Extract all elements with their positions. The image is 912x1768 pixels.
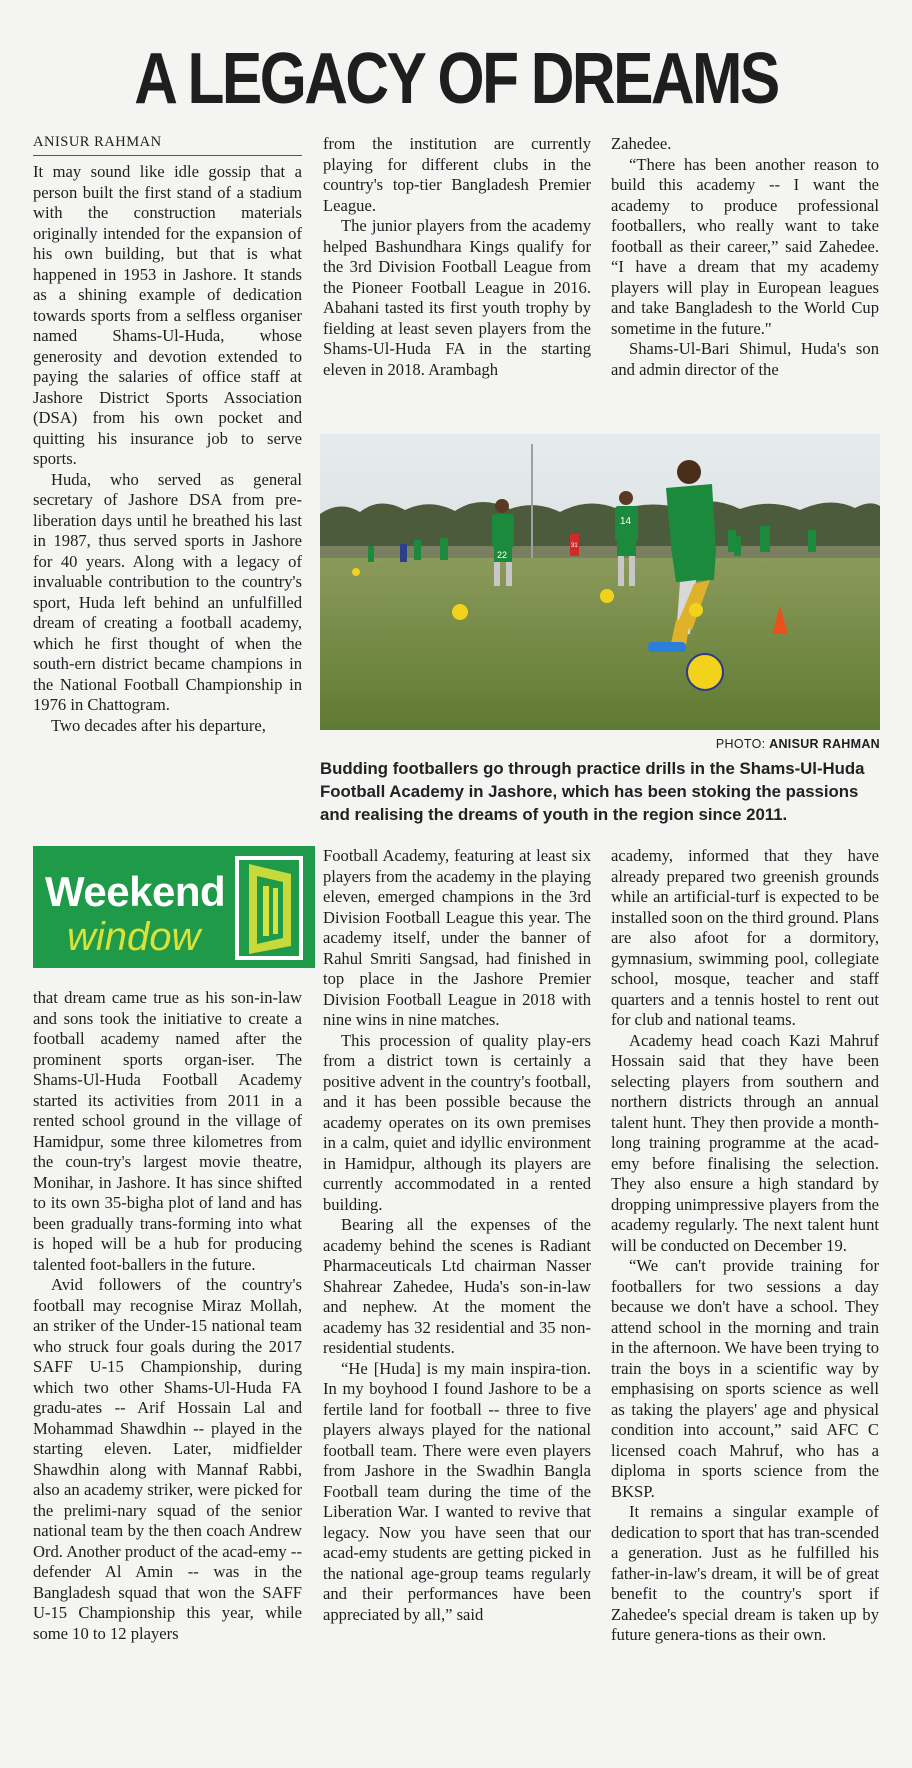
flag-pole <box>531 444 533 564</box>
column-2-top <box>323 134 591 414</box>
paragraph: Bearing all the expenses of the academy behind the scenes is Radiant Pharmaceuticals Ltd chairman Nasser Shahrear Zahedee, Huda's son-in-law and nephew. At the moment the academy has 32 residential and 35 non-residential students. <box>323 1215 591 1357</box>
paragraph: Football Academy, featuring at least six players from the academy in the playing eleven, emerged champions in the 3rd Division Football League this year. The academy itself, under the banner of Rahul Smriti Sangsad, had finished in top place in the Jashore Premier Division Football League in 2018 with nine wins in nine matches. <box>323 846 591 1029</box>
logo-word-weekend: Weekend <box>45 868 226 915</box>
football-front <box>687 654 723 690</box>
paragraph: Shams-Ul-Bari Shimul, Huda's son and admin director of the <box>611 339 879 379</box>
column-3-top <box>611 134 879 414</box>
photo-credit-label: PHOTO: <box>715 737 766 751</box>
football <box>689 603 703 617</box>
column-3-bottom <box>611 846 879 1758</box>
logo-word-window: window <box>67 915 201 959</box>
photo-caption: Budding footballers go through practice drills in the Shams-Ul-Huda Football Academy in Jashore, which has been stoking the passions and realising the dreams of youth in the region since 2011. <box>320 759 865 824</box>
headline: A LEGACY OF DREAMS <box>134 39 778 119</box>
paragraph: Huda, who served as general secretary of Jashore DSA from pre-liberation days until he breathed his last in 1987, thus served sports in Jashore for 40 years. Along with a legacy of invaluable contribution to the country's sport, Huda left behind an unfulfilled dream of creating a football academy, which he first thought of when the south-ern district became champions in the National Football Championship in 1976 in Chattogram. <box>33 469 302 714</box>
paragraph: This procession of quality play-ers from a district town is certainly a positive advent in the country's football, and it has been possible because the academy operates on its own premises in a calm, quiet and idyllic environment in Hamidpur, although its players are currently accommodated in a rented building. <box>323 1030 591 1214</box>
jersey-number: 31 <box>571 543 578 549</box>
paragraph: The junior players from the academy helped Bashundhara Kings qualify for the 3rd Division Football League from the Pioneer Football League in 2016. Abahani tasted its first youth trophy by fielding at least seven players from the Shams-Ul-Huda FA in the starting eleven in 2018. Arambagh <box>323 216 591 379</box>
paragraph: Academy head coach Kazi Mahruf Hossain said that they have been selecting players from southern and northern districts through an annual talent hunt. They then provide a month-long training programme at the acad-emy before finalising the selection. They also ensure a high standard by dropping unimpressive players from the academy regularly. The next talent hunt will be conducted on December 19. <box>611 1030 879 1255</box>
column-1-top <box>33 134 302 824</box>
paragraph: “There has been another reason to build this academy -- I want the academy to produce professional footballers, who really want to take football as their career,” said Zahedee. “I have a dream that my academy players will play in European leagues and take Bangladesh to the World Cup sometime in the future." <box>611 154 879 338</box>
football <box>452 604 468 620</box>
paragraph: It remains a singular example of dedication to sport that has tran-scended a generation. Just as he fulfilled his father-in-law's dream, it will be of great benefit to the country's sport if Zahedee's special dream is taken up by future genera-tions as their own. <box>611 1502 879 1644</box>
column-2-bottom <box>323 846 591 1758</box>
pitch <box>320 558 880 730</box>
paragraph: from the institution are currently playing for different clubs in the country's top-tier Bangladesh Premier League. <box>323 134 591 215</box>
football <box>352 568 360 576</box>
byline: ANISUR RAHMAN <box>33 134 302 156</box>
football <box>600 589 614 603</box>
column-1-bottom <box>33 988 302 1758</box>
academy-practice-photo <box>320 434 880 730</box>
paragraph: Zahedee. <box>611 134 672 153</box>
photo-credit-name: ANISUR RAHMAN <box>769 737 880 751</box>
paragraph: that dream came true as his son-in-law and sons took the initiative to create a football academy named after the prominent sports organ-iser. The Shams-Ul-Huda Football Academy started its activities from 2011 in a rented school ground in the village of Hamidpur, some three kilometres from the coun-try's largest movie theatre, Monihar, in Jashore. It has since shifted to its own 35-bigha plot of land and has been gradually trans-forming into what is hoped will be a hub for producing talented foot-ballers in the future. <box>33 988 302 1274</box>
paragraph: “He [Huda] is my main inspira-tion. In my boyhood I found Jashore to be a fertile land for football -- three to five players always played for the national football team. There were even players from Jashore in the Swadhin Bangla Football team during the time of the Liberation War. I wanted to revive that legacy. Now you have seen that our acad-emy students are getting picked in the national age-group teams regularly and their performances have been appreciated by all,” said <box>323 1358 591 1624</box>
paragraph: Avid followers of the country's football may recognise Miraz Mollah, an striker of the Under-15 national team who struck four goals during the 2017 SAFF U-15 Championship, during which two other Shams-Ul-Huda FA gradu-ates -- Arif Hossain Lal and Mohammad Shawdhin -- played in the starting eleven. Later, midfielder Shawdhin along with Mannaf Rabbi, also an academy striker, were picked for the prelimi-nary squad of the senior national team by the then coach Andrew Ord. Another product of the acad-emy -- defender Al Amin -- was in the Bangladesh squad that won the SAFF U-15 Championship this year, while some 10 to 12 players <box>33 1275 302 1643</box>
weekend-window-logo <box>33 846 315 968</box>
svg-text:14: 14 <box>620 516 632 527</box>
paragraph: academy, informed that they have already prepared two greenish grounds while an artificial-turf is expected to be installed soon on the third ground. Plans are also afoot for a dormitory, gymnasium, swimming pool, collegiate school, mosque, teacher and staff quarters and a tennis hostel to rent out for club and national teams. <box>611 846 879 1029</box>
paragraph: “We can't provide training for footballers for two sessions a day because we don't have a school. They attend school in the morning and train in the afternoon. We have been trying to train the boys in a scientific way by emphasising on sports science as well as taking the players' age and physical condition into account,” said AFC C licensed coach Mahruf, who has a diploma in sports science from the BKSP. <box>611 1256 879 1501</box>
paragraph: Two decades after his departure, <box>51 715 266 735</box>
paragraph-intro: It may sound like idle gossip that a person built the first stand of a stadium with the construction materials originally intended for the expansion of his own building, but that is what happened in 1953 in Jashore. It stands as a shining example of dedication towards sports from a selfless organiser named Shams-Ul-Huda, whose generosity and devotion extended to paying the salaries of office staff at Jashore District Sports Association (DSA) from his own pocket and quitting his insurance job to serve sports. <box>33 162 302 468</box>
photo-credit <box>320 737 880 751</box>
svg-text:22: 22 <box>497 550 508 560</box>
